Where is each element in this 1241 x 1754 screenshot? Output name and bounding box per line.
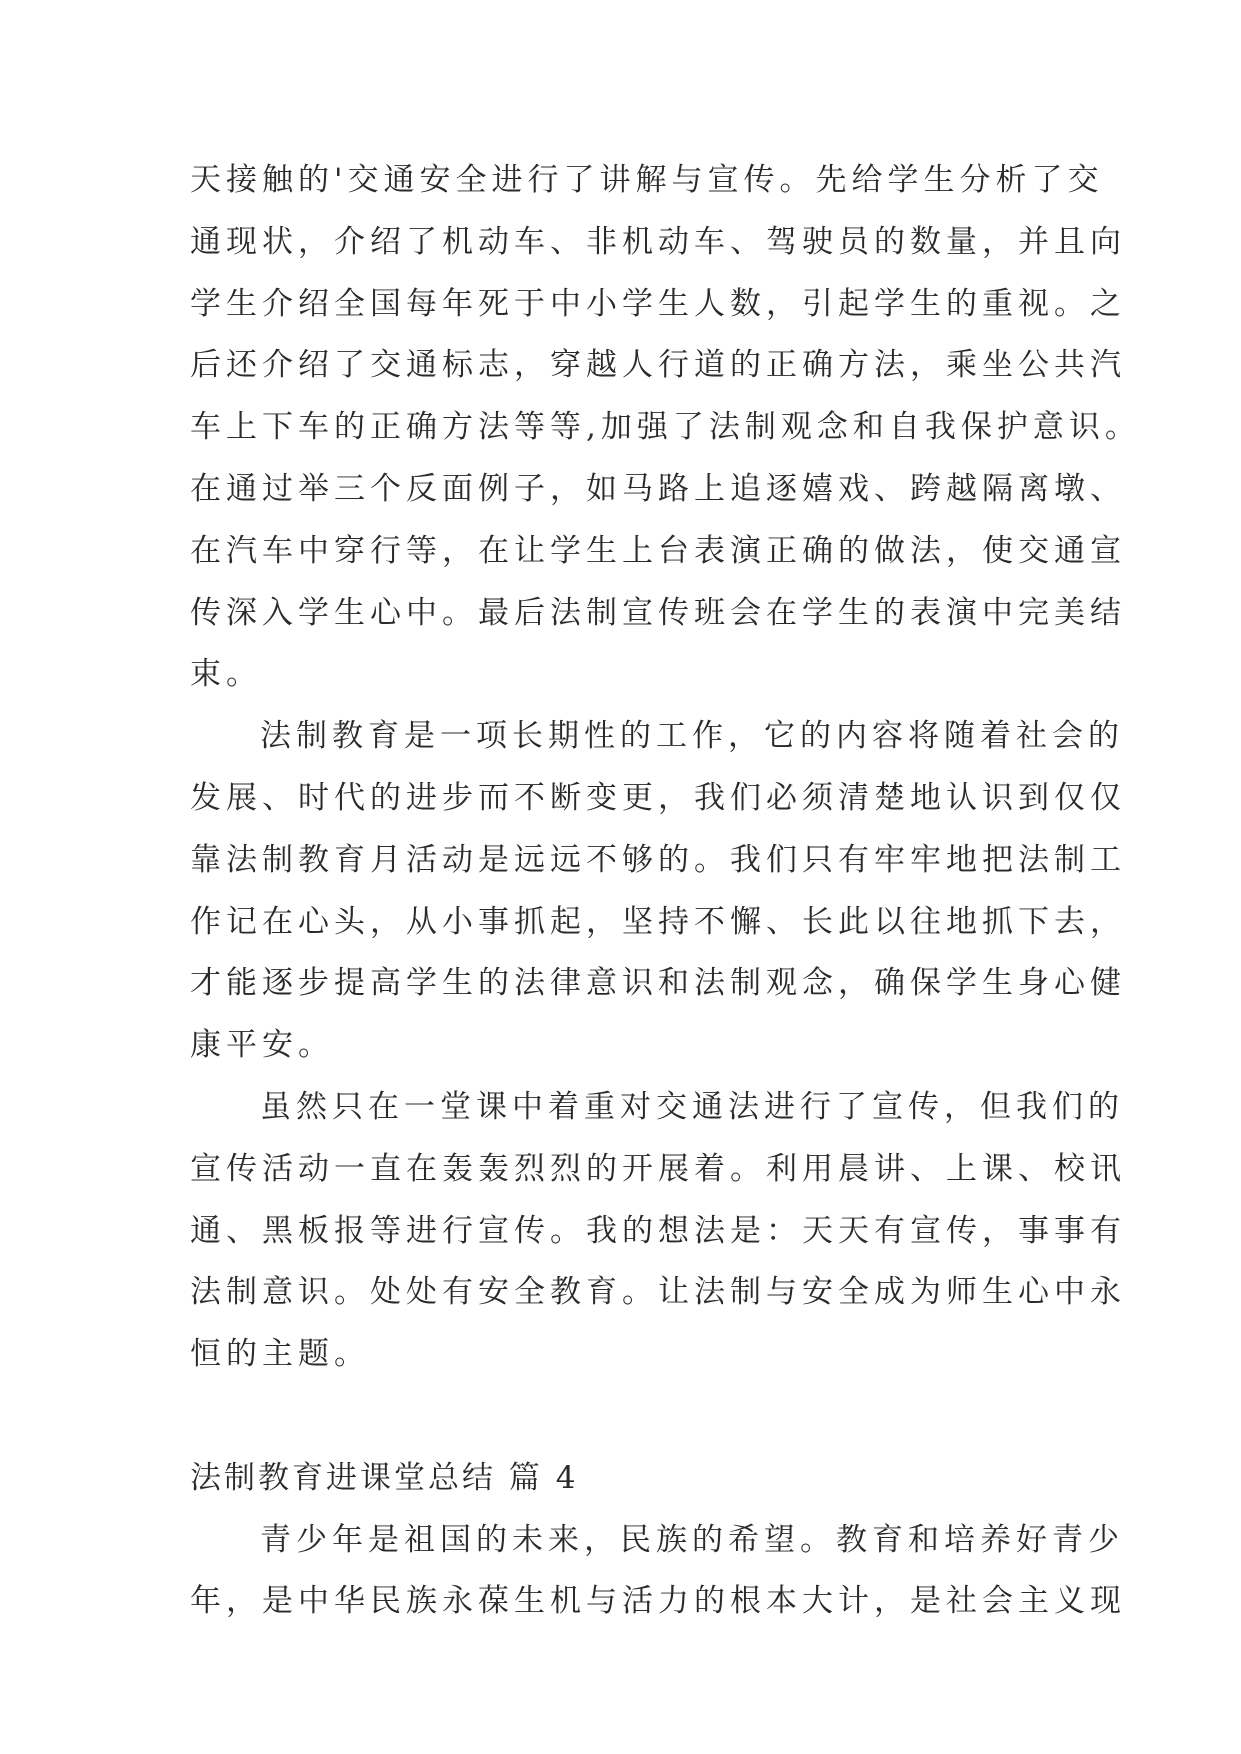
text-line: 恒的主题。 <box>190 1336 370 1373</box>
paragraph <box>190 150 1141 706</box>
text-line: 束。 <box>190 656 262 693</box>
text-line: 后还介绍了交通标志，穿越人行道的正确方法，乘坐公共汽 <box>190 347 1126 384</box>
text-line: 才能逐步提高学生的法律意识和法制观念，确保学生身心健 <box>190 965 1126 1002</box>
paragraph <box>190 1510 1126 1634</box>
text-line: 康平安。 <box>190 1027 334 1064</box>
text-line: 青少年是祖国的未来，民族的希望。教育和培养好青少 <box>260 1521 1124 1558</box>
text-line: 宣传活动一直在轰轰烈烈的开展着。利用晨讲、上课、校讯 <box>190 1150 1126 1187</box>
text-line: 在汽车中穿行等，在让学生上台表演正确的做法，使交通宣 <box>190 532 1126 569</box>
text-line: 车上下车的正确方法等等,加强了法制观念和自我保护意识。 <box>190 409 1141 446</box>
paragraph <box>190 1077 1126 1386</box>
text-line: 发展、时代的进步而不断变更，我们必须清楚地认识到仅仅 <box>190 779 1126 816</box>
text-line: 靠法制教育月活动是远远不够的。我们只有牢牢地把法制工 <box>190 841 1126 878</box>
text-line: 在通过举三个反面例子，如马路上追逐嬉戏、跨越隔离墩、 <box>190 470 1126 507</box>
section-spacer <box>190 1386 1070 1448</box>
document-body <box>190 150 1141 1633</box>
text-line: 作记在心头，从小事抓起，坚持不懈、长此以往地抓下去， <box>190 903 1126 940</box>
text-line: 传深入学生心中。最后法制宣传班会在学生的表演中完美结 <box>190 594 1126 631</box>
section-heading: 法制教育进课堂总结 篇 4 <box>190 1459 579 1496</box>
text-line: 通现状，介绍了机动车、非机动车、驾驶员的数量，并且向 <box>190 223 1126 260</box>
text-line: 虽然只在一堂课中着重对交通法进行了宣传，但我们的 <box>260 1088 1124 1125</box>
text-line: 法制意识。处处有安全教育。让法制与安全成为师生心中永 <box>190 1274 1126 1311</box>
text-line: 天接触的'交通安全进行了讲解与宣传。先给学生分析了交 <box>190 162 1104 198</box>
text-line: 通、黑板报等进行宣传。我的想法是：天天有宣传，事事有 <box>190 1212 1126 1249</box>
text-line: 学生介绍全国每年死于中小学生人数，引起学生的重视。之 <box>190 285 1126 322</box>
paragraph <box>190 706 1126 1077</box>
text-line: 法制教育是一项长期性的工作，它的内容将随着社会的 <box>260 718 1124 755</box>
text-line: 年，是中华民族永葆生机与活力的根本大计，是社会主义现 <box>190 1583 1126 1620</box>
